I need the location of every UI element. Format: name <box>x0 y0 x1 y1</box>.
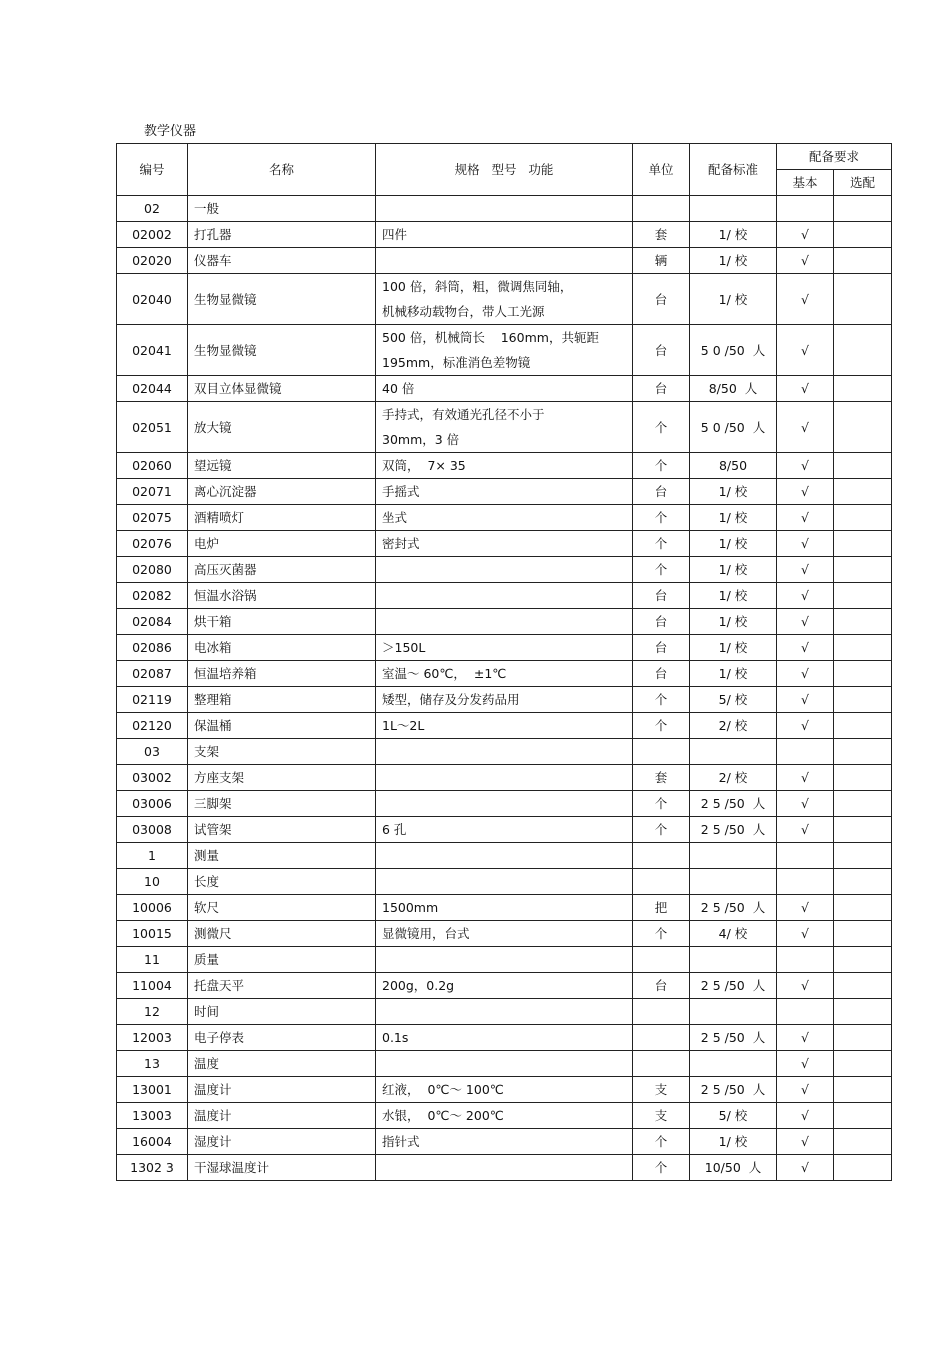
cell-code: 12 <box>117 999 188 1025</box>
cell-optional <box>834 1051 892 1077</box>
cell-unit: 台 <box>633 274 690 325</box>
cell-code: 02051 <box>117 402 188 453</box>
cell-basic: √ <box>777 635 834 661</box>
table-row <box>117 687 892 713</box>
cell-unit: 套 <box>633 222 690 248</box>
cell-basic: √ <box>777 1155 834 1181</box>
cell-name: 试管架 <box>188 817 376 843</box>
cell-spec: 四件 <box>376 222 633 248</box>
cell-standard <box>690 196 777 222</box>
cell-unit <box>633 999 690 1025</box>
cell-code: 1 <box>117 843 188 869</box>
cell-standard: 2 5 /50 人 <box>690 895 777 921</box>
header-standard: 配备标准 <box>690 144 777 196</box>
table-row <box>117 1103 892 1129</box>
cell-standard: 2 5 /50 人 <box>690 973 777 999</box>
cell-basic: √ <box>777 895 834 921</box>
cell-basic: √ <box>777 791 834 817</box>
cell-code: 03008 <box>117 817 188 843</box>
header-code: 编号 <box>117 144 188 196</box>
cell-name: 电子停表 <box>188 1025 376 1051</box>
cell-standard <box>690 999 777 1025</box>
table-row <box>117 713 892 739</box>
table-row <box>117 325 892 376</box>
cell-name: 望远镜 <box>188 453 376 479</box>
cell-basic: √ <box>777 453 834 479</box>
cell-name: 托盘天平 <box>188 973 376 999</box>
cell-code: 10 <box>117 869 188 895</box>
cell-code: 02075 <box>117 505 188 531</box>
table-row <box>117 1025 892 1051</box>
cell-standard: 1/ 校 <box>690 635 777 661</box>
cell-code: 02002 <box>117 222 188 248</box>
cell-spec: 0.1s <box>376 1025 633 1051</box>
cell-optional <box>834 557 892 583</box>
cell-basic: √ <box>777 274 834 325</box>
cell-optional <box>834 196 892 222</box>
cell-unit: 辆 <box>633 248 690 274</box>
cell-code: 16004 <box>117 1129 188 1155</box>
cell-standard: 1/ 校 <box>690 505 777 531</box>
cell-basic: √ <box>777 222 834 248</box>
cell-unit: 个 <box>633 531 690 557</box>
cell-spec <box>376 947 633 973</box>
cell-name: 烘干箱 <box>188 609 376 635</box>
cell-code: 02071 <box>117 479 188 505</box>
table-row <box>117 376 892 402</box>
cell-code: 03006 <box>117 791 188 817</box>
cell-name: 生物显微镜 <box>188 274 376 325</box>
cell-spec: 1500mm <box>376 895 633 921</box>
cell-optional <box>834 635 892 661</box>
cell-name: 湿度计 <box>188 1129 376 1155</box>
cell-spec: 显微镜用，台式 <box>376 921 633 947</box>
cell-code: 13003 <box>117 1103 188 1129</box>
cell-code: 02120 <box>117 713 188 739</box>
cell-name: 测微尺 <box>188 921 376 947</box>
cell-optional <box>834 765 892 791</box>
cell-name: 恒温培养箱 <box>188 661 376 687</box>
cell-code: 13001 <box>117 1077 188 1103</box>
cell-unit: 个 <box>633 557 690 583</box>
cell-unit: 个 <box>633 921 690 947</box>
cell-name: 打孔器 <box>188 222 376 248</box>
cell-standard: 2 5 /50 人 <box>690 817 777 843</box>
cell-optional <box>834 661 892 687</box>
cell-standard: 4/ 校 <box>690 921 777 947</box>
cell-name: 仪器车 <box>188 248 376 274</box>
cell-basic: √ <box>777 1025 834 1051</box>
table-row <box>117 869 892 895</box>
cell-unit: 把 <box>633 895 690 921</box>
cell-name: 放大镜 <box>188 402 376 453</box>
cell-standard: 1/ 校 <box>690 583 777 609</box>
header-spec: 规格 型号 功能 <box>376 144 633 196</box>
table-row <box>117 895 892 921</box>
cell-standard <box>690 947 777 973</box>
cell-optional <box>834 376 892 402</box>
cell-standard: 10/50 人 <box>690 1155 777 1181</box>
cell-code: 1302 3 <box>117 1155 188 1181</box>
cell-spec: 指针式 <box>376 1129 633 1155</box>
cell-basic: √ <box>777 609 834 635</box>
cell-basic: √ <box>777 402 834 453</box>
table-row <box>117 505 892 531</box>
cell-code: 02076 <box>117 531 188 557</box>
cell-unit: 台 <box>633 635 690 661</box>
cell-name: 一般 <box>188 196 376 222</box>
table-row <box>117 739 892 765</box>
cell-code: 10006 <box>117 895 188 921</box>
cell-basic <box>777 196 834 222</box>
cell-optional <box>834 531 892 557</box>
cell-basic: √ <box>777 557 834 583</box>
cell-basic: √ <box>777 687 834 713</box>
cell-spec <box>376 765 633 791</box>
cell-optional <box>834 1129 892 1155</box>
table-row <box>117 609 892 635</box>
cell-spec: 40 倍 <box>376 376 633 402</box>
cell-spec: 矮型，储存及分发药品用 <box>376 687 633 713</box>
cell-name: 恒温水浴锅 <box>188 583 376 609</box>
table-row <box>117 765 892 791</box>
table-row <box>117 661 892 687</box>
cell-code: 02086 <box>117 635 188 661</box>
cell-name: 支架 <box>188 739 376 765</box>
cell-basic <box>777 999 834 1025</box>
cell-name: 整理箱 <box>188 687 376 713</box>
cell-name: 测量 <box>188 843 376 869</box>
cell-standard: 1/ 校 <box>690 661 777 687</box>
cell-standard: 1/ 校 <box>690 222 777 248</box>
cell-basic <box>777 869 834 895</box>
header-name: 名称 <box>188 144 376 196</box>
cell-code: 02119 <box>117 687 188 713</box>
cell-unit <box>633 869 690 895</box>
cell-optional <box>834 869 892 895</box>
cell-optional <box>834 947 892 973</box>
cell-unit: 个 <box>633 402 690 453</box>
cell-code: 10015 <box>117 921 188 947</box>
cell-spec: 双筒， 7× 35 <box>376 453 633 479</box>
cell-standard: 1/ 校 <box>690 531 777 557</box>
cell-spec: 200g，0.2g <box>376 973 633 999</box>
cell-standard: 2/ 校 <box>690 765 777 791</box>
cell-spec <box>376 402 633 453</box>
cell-basic: √ <box>777 1103 834 1129</box>
cell-name: 温度计 <box>188 1103 376 1129</box>
cell-spec-line2: 机械移动载物台，带人工光源 <box>382 304 545 319</box>
table-caption: 教学仪器 <box>144 124 197 139</box>
cell-spec <box>376 739 633 765</box>
cell-code: 02041 <box>117 325 188 376</box>
cell-code: 02040 <box>117 274 188 325</box>
cell-standard: 8/50 <box>690 453 777 479</box>
table-row <box>117 921 892 947</box>
cell-code: 02087 <box>117 661 188 687</box>
header-requirement: 配备要求 <box>777 144 892 170</box>
cell-basic: √ <box>777 817 834 843</box>
cell-standard: 1/ 校 <box>690 609 777 635</box>
cell-basic <box>777 947 834 973</box>
cell-code: 11 <box>117 947 188 973</box>
cell-optional <box>834 453 892 479</box>
cell-spec-line1: 手持式，有效通光孔径不小于 <box>382 407 545 422</box>
table-row <box>117 274 892 325</box>
cell-standard <box>690 843 777 869</box>
cell-spec <box>376 583 633 609</box>
cell-spec: 密封式 <box>376 531 633 557</box>
cell-name: 温度 <box>188 1051 376 1077</box>
table-row <box>117 196 892 222</box>
cell-code: 03002 <box>117 765 188 791</box>
cell-basic: √ <box>777 1051 834 1077</box>
table-row <box>117 843 892 869</box>
cell-name: 生物显微镜 <box>188 325 376 376</box>
cell-code: 02082 <box>117 583 188 609</box>
cell-unit: 个 <box>633 791 690 817</box>
cell-name: 电炉 <box>188 531 376 557</box>
cell-unit: 台 <box>633 609 690 635</box>
cell-unit: 个 <box>633 713 690 739</box>
cell-spec-line2: 30mm，3 倍 <box>382 432 460 447</box>
table-row <box>117 583 892 609</box>
table-row <box>117 557 892 583</box>
cell-standard: 1/ 校 <box>690 557 777 583</box>
cell-unit <box>633 196 690 222</box>
cell-code: 02084 <box>117 609 188 635</box>
table-row <box>117 635 892 661</box>
cell-unit: 个 <box>633 817 690 843</box>
cell-spec <box>376 999 633 1025</box>
cell-standard: 5 0 /50 人 <box>690 402 777 453</box>
cell-unit: 台 <box>633 973 690 999</box>
cell-basic: √ <box>777 765 834 791</box>
cell-spec <box>376 325 633 376</box>
table-row <box>117 947 892 973</box>
cell-spec: 6 孔 <box>376 817 633 843</box>
cell-name: 温度计 <box>188 1077 376 1103</box>
cell-code: 02044 <box>117 376 188 402</box>
cell-optional <box>834 505 892 531</box>
cell-spec <box>376 609 633 635</box>
cell-standard <box>690 1051 777 1077</box>
cell-code: 02 <box>117 196 188 222</box>
cell-standard: 5 0 /50 人 <box>690 325 777 376</box>
cell-unit: 个 <box>633 505 690 531</box>
cell-basic: √ <box>777 973 834 999</box>
cell-basic: √ <box>777 531 834 557</box>
cell-basic: √ <box>777 376 834 402</box>
cell-optional <box>834 999 892 1025</box>
cell-unit: 台 <box>633 583 690 609</box>
cell-optional <box>834 1155 892 1181</box>
cell-spec <box>376 1051 633 1077</box>
table-row <box>117 1051 892 1077</box>
cell-optional <box>834 479 892 505</box>
cell-standard: 1/ 校 <box>690 274 777 325</box>
cell-name: 电冰箱 <box>188 635 376 661</box>
cell-optional <box>834 609 892 635</box>
cell-spec: 坐式 <box>376 505 633 531</box>
cell-unit: 台 <box>633 479 690 505</box>
cell-standard: 5/ 校 <box>690 1103 777 1129</box>
cell-unit: 套 <box>633 765 690 791</box>
cell-unit: 台 <box>633 661 690 687</box>
cell-name: 干湿球温度计 <box>188 1155 376 1181</box>
header-basic: 基本 <box>777 170 834 196</box>
table-row <box>117 817 892 843</box>
cell-optional <box>834 1025 892 1051</box>
cell-code: 12003 <box>117 1025 188 1051</box>
cell-standard: 5/ 校 <box>690 687 777 713</box>
table-row <box>117 222 892 248</box>
cell-optional <box>834 973 892 999</box>
cell-basic: √ <box>777 921 834 947</box>
cell-optional <box>834 248 892 274</box>
cell-optional <box>834 817 892 843</box>
cell-spec-line1: 500 倍，机械筒长 160mm，共轭距 <box>382 330 599 345</box>
cell-code: 02060 <box>117 453 188 479</box>
cell-name: 离心沉淀器 <box>188 479 376 505</box>
table-row <box>117 453 892 479</box>
cell-basic: √ <box>777 325 834 376</box>
cell-basic: √ <box>777 248 834 274</box>
cell-name: 双目立体显微镜 <box>188 376 376 402</box>
cell-standard: 1/ 校 <box>690 479 777 505</box>
cell-spec: 1L～2L <box>376 713 633 739</box>
cell-optional <box>834 583 892 609</box>
cell-spec <box>376 1155 633 1181</box>
cell-spec: 室温～ 60℃， ±1℃ <box>376 661 633 687</box>
header-unit: 单位 <box>633 144 690 196</box>
cell-optional <box>834 921 892 947</box>
cell-spec <box>376 843 633 869</box>
cell-standard: 2 5 /50 人 <box>690 1025 777 1051</box>
cell-name: 长度 <box>188 869 376 895</box>
cell-basic: √ <box>777 1129 834 1155</box>
table-row <box>117 791 892 817</box>
cell-unit <box>633 843 690 869</box>
cell-unit: 支 <box>633 1077 690 1103</box>
table-row <box>117 248 892 274</box>
cell-optional <box>834 274 892 325</box>
cell-unit <box>633 739 690 765</box>
cell-optional <box>834 402 892 453</box>
cell-unit: 台 <box>633 325 690 376</box>
table-row <box>117 402 892 453</box>
cell-unit <box>633 947 690 973</box>
table-row <box>117 1155 892 1181</box>
cell-optional <box>834 325 892 376</box>
cell-basic: √ <box>777 505 834 531</box>
table-row <box>117 1077 892 1103</box>
cell-unit: 个 <box>633 1155 690 1181</box>
cell-standard: 1/ 校 <box>690 248 777 274</box>
cell-name: 时间 <box>188 999 376 1025</box>
cell-unit: 个 <box>633 453 690 479</box>
cell-code: 11004 <box>117 973 188 999</box>
cell-unit: 个 <box>633 687 690 713</box>
table-row <box>117 973 892 999</box>
cell-unit <box>633 1051 690 1077</box>
cell-spec-line2: 195mm，标准消色差物镜 <box>382 355 531 370</box>
table-row <box>117 531 892 557</box>
cell-optional <box>834 843 892 869</box>
cell-standard: 2/ 校 <box>690 713 777 739</box>
cell-optional <box>834 1103 892 1129</box>
cell-unit: 支 <box>633 1103 690 1129</box>
cell-standard: 2 5 /50 人 <box>690 791 777 817</box>
cell-unit: 台 <box>633 376 690 402</box>
cell-spec <box>376 274 633 325</box>
cell-spec: 红液， 0℃～ 100℃ <box>376 1077 633 1103</box>
cell-basic: √ <box>777 661 834 687</box>
cell-code: 03 <box>117 739 188 765</box>
cell-optional <box>834 739 892 765</box>
cell-spec <box>376 791 633 817</box>
cell-name: 高压灭菌器 <box>188 557 376 583</box>
cell-optional <box>834 713 892 739</box>
table-row <box>117 1129 892 1155</box>
cell-basic: √ <box>777 1077 834 1103</box>
cell-name: 质量 <box>188 947 376 973</box>
header-optional: 选配 <box>834 170 892 196</box>
cell-spec: ＞150L <box>376 635 633 661</box>
cell-spec <box>376 196 633 222</box>
cell-basic: √ <box>777 479 834 505</box>
cell-name: 保温桶 <box>188 713 376 739</box>
cell-basic: √ <box>777 583 834 609</box>
cell-standard: 8/50 人 <box>690 376 777 402</box>
cell-standard: 2 5 /50 人 <box>690 1077 777 1103</box>
cell-spec <box>376 248 633 274</box>
cell-code: 02020 <box>117 248 188 274</box>
cell-optional <box>834 1077 892 1103</box>
cell-standard <box>690 869 777 895</box>
cell-unit: 个 <box>633 1129 690 1155</box>
table-row <box>117 479 892 505</box>
cell-optional <box>834 791 892 817</box>
cell-spec-line1: 100 倍，斜筒，粗，微调焦同轴， <box>382 279 573 294</box>
cell-standard: 1/ 校 <box>690 1129 777 1155</box>
cell-optional <box>834 687 892 713</box>
cell-spec: 水银， 0℃～ 200℃ <box>376 1103 633 1129</box>
table-row <box>117 999 892 1025</box>
cell-standard <box>690 739 777 765</box>
cell-optional <box>834 895 892 921</box>
cell-basic <box>777 843 834 869</box>
cell-unit <box>633 1025 690 1051</box>
cell-name: 软尺 <box>188 895 376 921</box>
cell-name: 酒精喷灯 <box>188 505 376 531</box>
instrument-table <box>116 143 892 1181</box>
cell-name: 三脚架 <box>188 791 376 817</box>
cell-basic: √ <box>777 713 834 739</box>
cell-code: 02080 <box>117 557 188 583</box>
cell-spec: 手摇式 <box>376 479 633 505</box>
cell-code: 13 <box>117 1051 188 1077</box>
cell-name: 方座支架 <box>188 765 376 791</box>
table-body <box>117 196 892 1181</box>
cell-basic <box>777 739 834 765</box>
cell-spec <box>376 869 633 895</box>
cell-spec <box>376 557 633 583</box>
cell-optional <box>834 222 892 248</box>
